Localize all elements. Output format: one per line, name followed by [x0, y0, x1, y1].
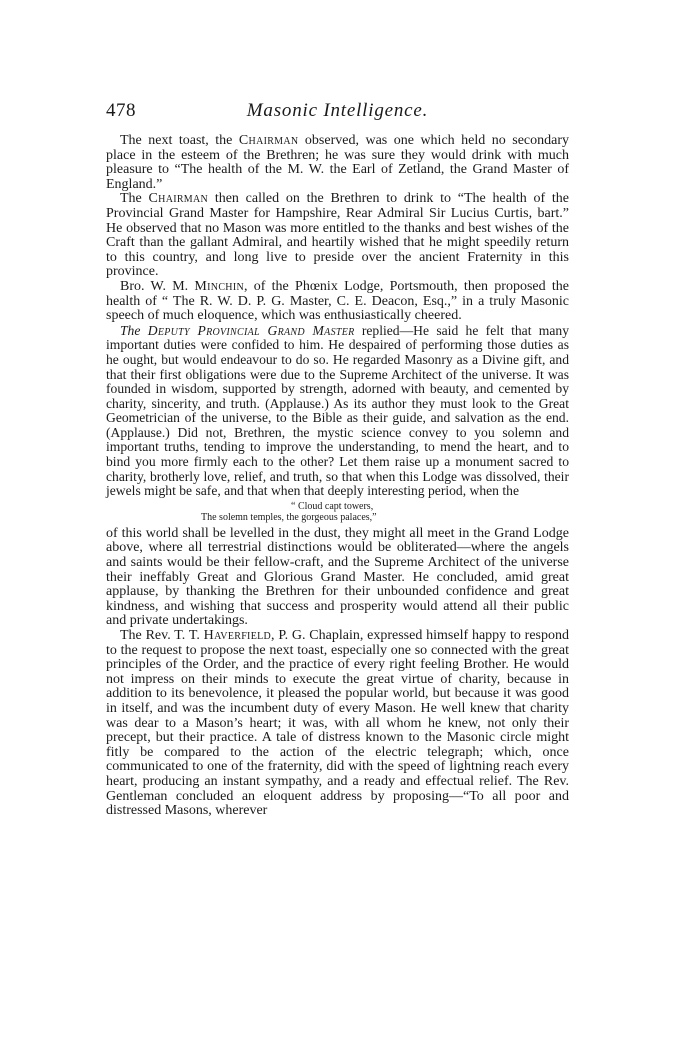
speaker-name: Chairman [148, 191, 209, 207]
paragraph-minchin: Bro. W. M. Minchin, of the Phœnix Lodge, Portsmouth, then proposed the health of “ The R. W. D. P. G. Master, C. E. Deacon, Esq.,” in a truly Masonic speech of much eloquence, which was enthusiastically cheered. [106, 278, 569, 324]
running-title: Masonic Intelligence. [246, 100, 429, 121]
paragraph-toast-grand-master: The next toast, the Chairman observed, was one which held no secondary place in the esteem of the Brethren; he was sure they would drink with much pleasure to “The health of the M. W. the Earl of Zetland, the Grand Master of England.” [106, 133, 570, 192]
speaker-name: Haverfield [203, 628, 272, 643]
article-body [106, 134, 569, 819]
paragraph-deputy-reply: The Deputy Provincial Grand Master replied—He said he felt that many important duties were confided to him. He despaired of performing those duties as he ought, but would endeavour to do so. He regarded Masonry as a Divine gift, and that their first obligations were due to the Supreme Architect of the universe. It was founded in wisdom, supported by strength, adorned with beauty, and cemented by charity, sincerity, and truth. (Applause.) As its author they must look to the Great Geometrician of the universe, to the Bible as their guide, and salvation as the end. (Applause.) Did not, Brethren, the mystic science convey to you solemn and important truths, tending to improve the understanding, to mend the heart, and to bind you more firmly each to the other? Let them raise up a monument sacred to charity, brotherly love, relief, and truth, so that when this Lodge was dissolved, their jewels might be safe, and that when that deeply interesting period, when the [106, 322, 569, 499]
page-header [106, 100, 569, 124]
paragraph-conclusion: of this world shall be levelled in the dust, they might all meet in the Grand Lodge above, where all terrestrial distinctions would be obliterated—where the angels and saints would be their fellow-craft, and the Supreme Architect of the universe their ineffably Great and Glorious Grand Master. He concluded, amid great applause, by thanking the Brethren for their unbounded confidence and great kindness, and wishing that success and prosperity would attend all their public and private undertakings. [106, 525, 569, 629]
block-quotation [106, 501, 569, 523]
paragraph-toast-provincial-master: The Chairman then called on the Brethren to drink to “The health of the Provincial Grand Master for Hampshire, Rear Admiral Sir Lucius Curtis, bart.” He observed that no Mason was more entitled to the thanks and best wishes of the Craft than the gallant Admiral, and heartily wished that he might speedily return to this country, and long live to preside over the ancient Fraternity in this province. [106, 191, 570, 280]
speaker-name: Chairman [238, 133, 299, 148]
page-number: 478 [106, 100, 136, 121]
speaker-name: Minchin [194, 278, 244, 294]
speaker-name: Deputy Provincial Grand Master [147, 322, 355, 338]
quote-line: “ Cloud capt towers, [291, 500, 374, 512]
paragraph-haverfield: The Rev. T. T. Haverfield, P. G. Chaplain, expressed himself happy to respond to the request to propose the next toast, especially one so connected with the great principles of the Order, and the practice of every right feeling Brother. He would not impress on their minds to execute the great virtue of charity, because in addition to its benevolence, it pleased the popular world, but because it was good in itself, and was the incumbent duty of every Mason. He well knew that charity was dear to a Mason’s heart; it was, with all whom he knew, not only their precept, but their practice. A tale of distress known to the Masonic circle might fitly be compared to the action of the electric telegraph; which, once communicated to one of the fraternity, did with the speed of lightning reach every heart, producing an instant sympathy, and a ready and effectual relief. The Rev. Gentleman concluded an eloquent address by proposing—“To all poor and distressed Masons, wherever [106, 628, 569, 819]
quote-line: The solemn temples, the gorgeous palaces,” [201, 511, 377, 523]
